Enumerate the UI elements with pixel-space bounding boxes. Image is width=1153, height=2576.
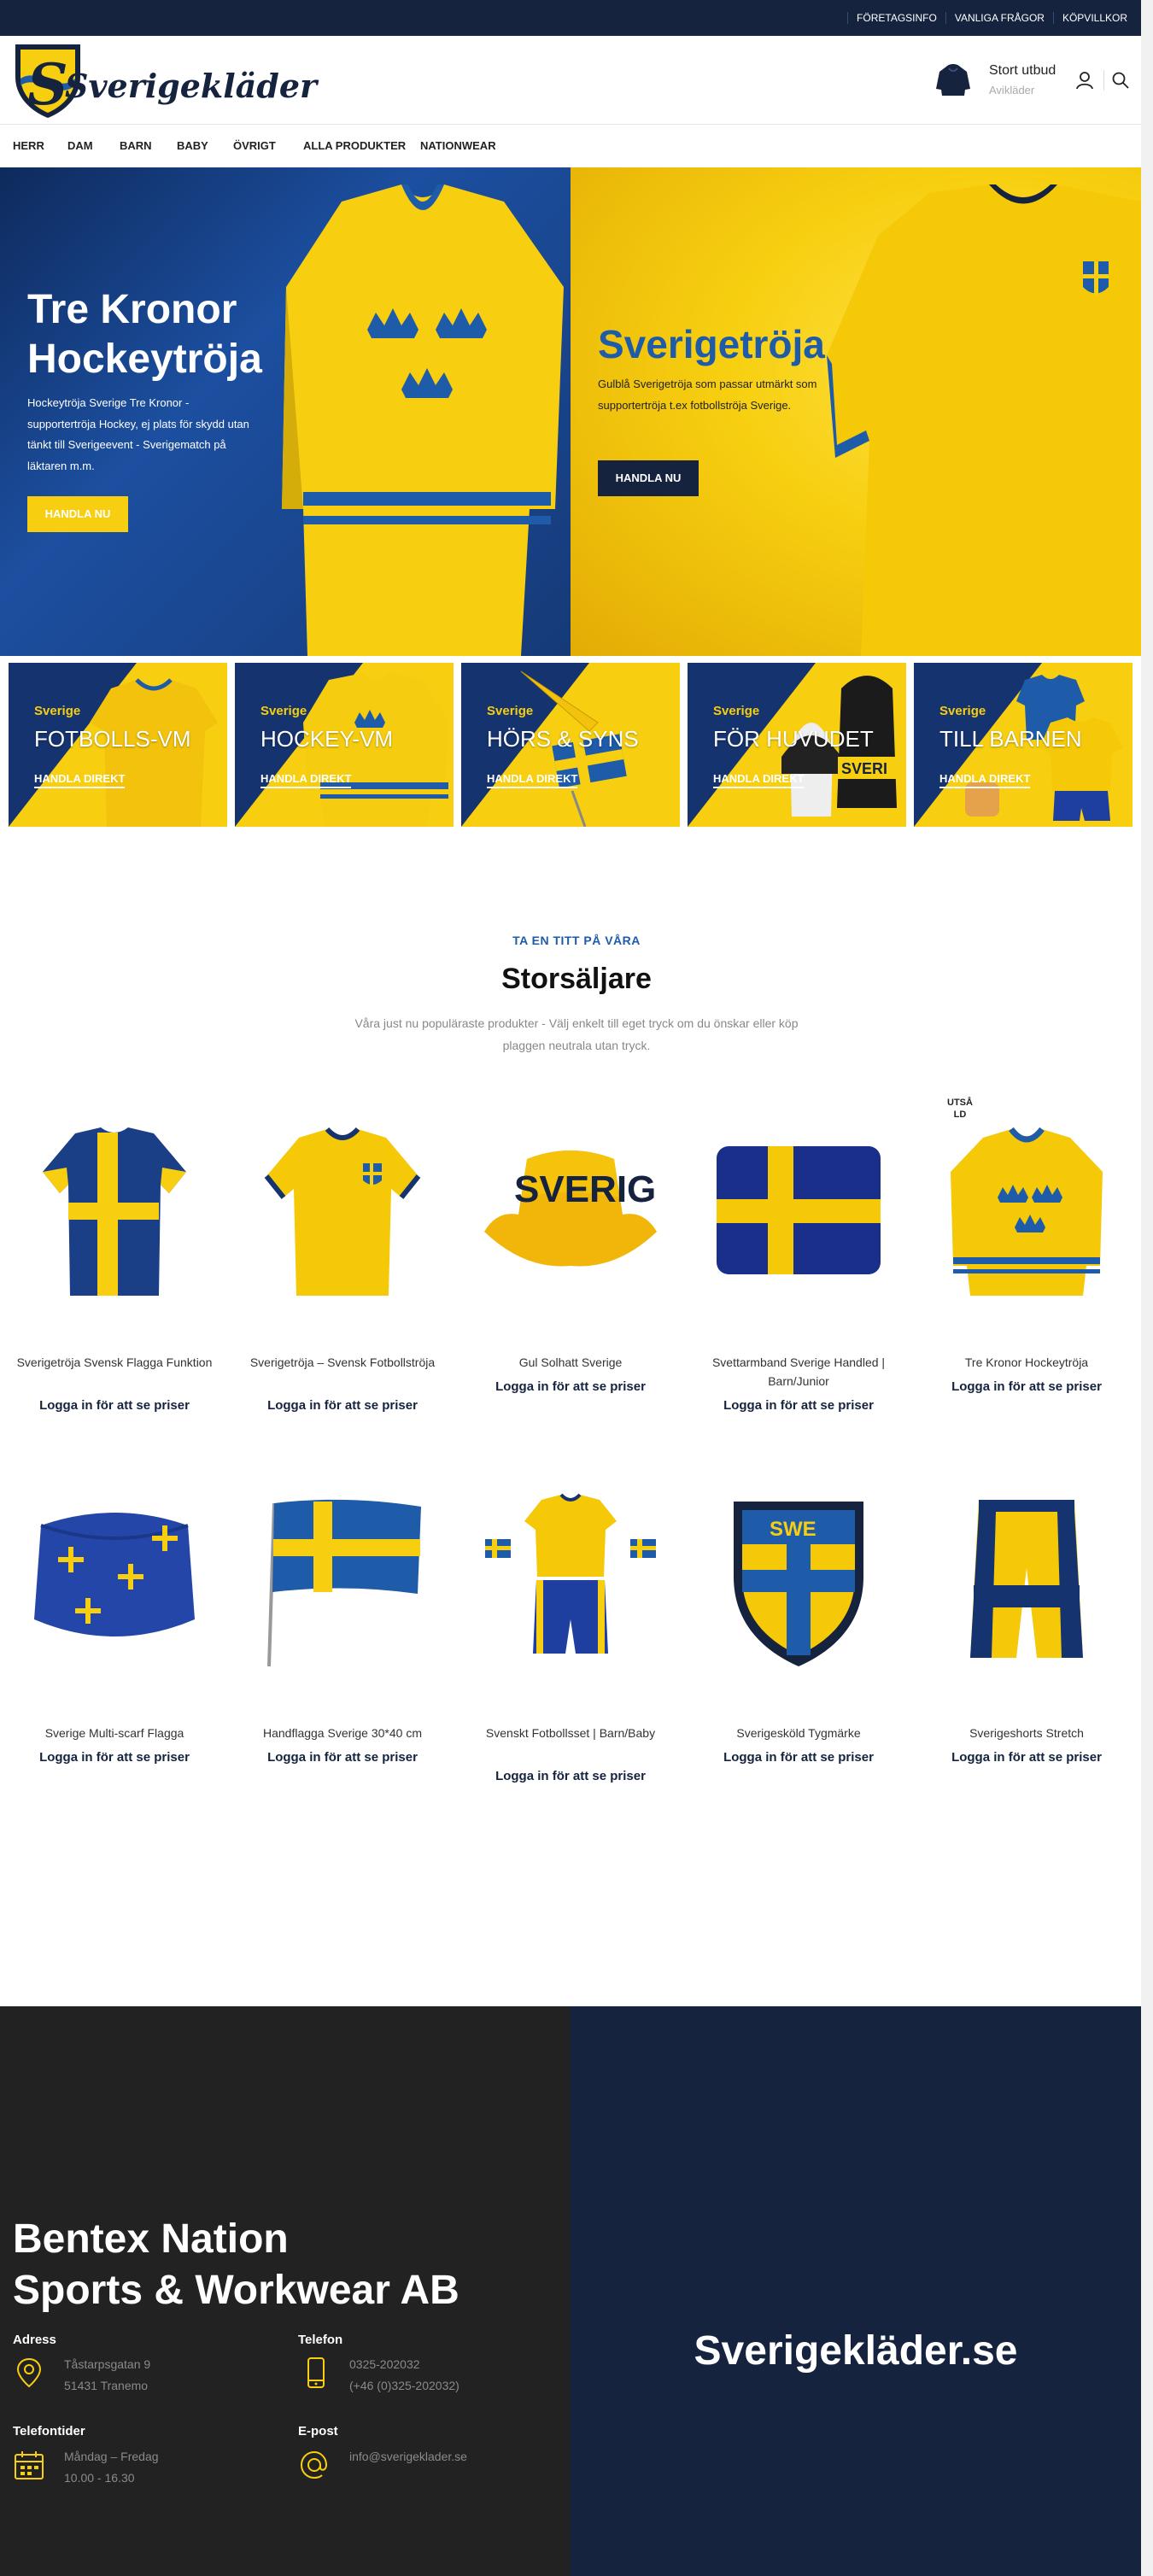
- header-divider: [1103, 70, 1104, 91]
- product-image[interactable]: [708, 1491, 889, 1672]
- tile-kicker: Sverige: [487, 704, 534, 718]
- tile-title: TILL BARNEN: [939, 726, 1082, 752]
- svg-text:SVERIG: SVERIG: [514, 1168, 657, 1210]
- bestsellers-kicker: TA EN TITT PÅ VÅRA: [512, 934, 641, 947]
- footer-brand: [571, 2006, 1141, 2576]
- location-pin-icon: [12, 2356, 46, 2390]
- tile-for-huvudet[interactable]: [688, 663, 906, 827]
- hours-label: Telefontider: [13, 2424, 85, 2438]
- phone-label: Telefon: [298, 2333, 343, 2347]
- address-line2: 51431 Tranemo: [64, 2379, 149, 2392]
- product-image[interactable]: [252, 1121, 433, 1302]
- tile-title: HOCKEY-VM: [260, 726, 394, 752]
- utbud-title: Stort utbud: [989, 63, 1056, 78]
- product-image[interactable]: [708, 1121, 889, 1302]
- nav-nationwear[interactable]: NATIONWEAR: [420, 139, 496, 152]
- sold-out-badge: [943, 1097, 977, 1121]
- tile-fotbolls-vm[interactable]: [9, 663, 227, 827]
- top-link-kopvillkor[interactable]: KÖPVILLKOR: [1053, 12, 1136, 24]
- tile-hockey-vm[interactable]: [235, 663, 454, 827]
- hero-hockey-title: [27, 285, 262, 383]
- product-name[interactable]: Tre Kronor Hockeytröja: [964, 1355, 1089, 1369]
- sold-out-badge-line2: LD: [953, 1109, 967, 1120]
- nav-dam[interactable]: DAM: [67, 139, 93, 152]
- product-price[interactable]: Logga in för att se priser: [267, 1750, 418, 1765]
- product-price[interactable]: Logga in för att se priser: [39, 1398, 190, 1413]
- main-nav: [0, 125, 1153, 167]
- product-image[interactable]: [480, 1121, 661, 1302]
- email-label: E-post: [298, 2424, 338, 2438]
- sverige-jersey-image: [827, 184, 1141, 656]
- product-image[interactable]: [24, 1491, 205, 1672]
- nav-barn[interactable]: BARN: [120, 139, 152, 152]
- tile-link[interactable]: HANDLA DIREKT: [260, 772, 351, 788]
- nav-herr[interactable]: HERR: [13, 139, 44, 152]
- product-price[interactable]: Logga in för att se priser: [951, 1750, 1102, 1765]
- hero-sverige-title: Sverigetröja: [598, 322, 825, 366]
- svg-text:SWE: SWE: [770, 1518, 816, 1541]
- tile-link[interactable]: HANDLA DIREKT: [713, 772, 804, 788]
- utbud-subtitle: Avikläder: [989, 84, 1035, 97]
- hoodie-icon: [936, 63, 970, 97]
- product-name[interactable]: Sverigetröja Svensk Flagga Funktion: [16, 1355, 213, 1369]
- hero-hockey-text: Hockeytröja Sverige Tre Kronor - supportertröja Hockey, ej plats för skydd utan tänkt till Sverigeevent - Sverigematch på läktaren m.m.: [27, 396, 249, 473]
- product-price[interactable]: Logga in för att se priser: [951, 1379, 1102, 1394]
- product-price[interactable]: Logga in för att se priser: [267, 1398, 418, 1413]
- calendar-icon: [12, 2448, 46, 2482]
- user-icon[interactable]: [1074, 70, 1095, 91]
- hero-hockey-button[interactable]: HANDLA NU: [27, 496, 128, 532]
- product-price[interactable]: Logga in för att se priser: [723, 1750, 874, 1765]
- nav-alla-produkter[interactable]: ALLA PRODUKTER: [303, 139, 407, 152]
- product-image[interactable]: [936, 1121, 1117, 1302]
- product-image[interactable]: [252, 1491, 433, 1672]
- tile-kicker: Sverige: [260, 704, 307, 718]
- tile-link[interactable]: HANDLA DIREKT: [487, 772, 577, 788]
- hours-line2: 10.00 - 16.30: [64, 2471, 135, 2485]
- product-image[interactable]: [480, 1491, 661, 1672]
- phone-icon: [299, 2356, 333, 2390]
- nav-baby[interactable]: BABY: [177, 139, 208, 152]
- hero-hockey-title-line2: Hockeytröja: [27, 336, 262, 382]
- tile-title: HÖRS & SYNS: [487, 726, 639, 752]
- hero-sverigetroja: [571, 167, 1141, 656]
- site-header: [0, 36, 1153, 125]
- product-name[interactable]: Sverigetröja – Svensk Fotbollströja: [249, 1355, 436, 1369]
- scrollbar[interactable]: [1141, 0, 1153, 2576]
- tile-till-barnen[interactable]: [914, 663, 1133, 827]
- footer-site-name[interactable]: Sverigekläder.se: [694, 2328, 1018, 2374]
- company-line1: Bentex Nation: [13, 2216, 289, 2262]
- product-image[interactable]: [24, 1121, 205, 1302]
- tile-link[interactable]: HANDLA DIREKT: [939, 772, 1030, 788]
- company-line2: Sports & Workwear AB: [13, 2268, 459, 2313]
- hero-sverige-button[interactable]: HANDLA NU: [598, 460, 699, 496]
- product-name[interactable]: Sverigeshorts Stretch: [969, 1726, 1084, 1740]
- bestsellers-description: Våra just nu populäraste produkter - Välj enkelt till eget tryck om du önskar eller köp plaggen neutrala utan tryck.: [354, 1016, 799, 1052]
- product-name[interactable]: Svettarmband Sverige Handled | Barn/Junior: [711, 1355, 886, 1388]
- at-sign-icon: [297, 2448, 331, 2482]
- hero-hockey-title-line1: Tre Kronor: [27, 287, 237, 332]
- product-name[interactable]: Gul Solhatt Sverige: [518, 1355, 623, 1369]
- site-logo[interactable]: [12, 41, 318, 120]
- tile-title: FOTBOLLS-VM: [34, 726, 191, 752]
- nav-ovrigt[interactable]: ÖVRIGT: [233, 139, 276, 152]
- tile-kicker: Sverige: [34, 704, 81, 718]
- svg-text:S: S: [27, 51, 68, 118]
- product-price[interactable]: Logga in för att se priser: [495, 1769, 646, 1783]
- top-link-foretagsinfo[interactable]: FÖRETAGSINFO: [847, 12, 945, 24]
- bestsellers-title: Storsäljare: [501, 963, 652, 995]
- tile-hors-syns[interactable]: [461, 663, 680, 827]
- product-name[interactable]: Svenskt Fotbollsset | Barn/Baby: [485, 1726, 656, 1740]
- hours-line1: Måndag – Fredag: [64, 2450, 159, 2463]
- product-name[interactable]: Sverige Multi-scarf Flagga: [44, 1726, 184, 1740]
- tile-title: FÖR HUVUDET: [713, 726, 874, 752]
- top-bar: [0, 0, 1153, 36]
- category-tiles: [0, 663, 1153, 827]
- product-price[interactable]: Logga in för att se priser: [495, 1379, 646, 1394]
- top-link-faq[interactable]: VANLIGA FRÅGOR: [945, 12, 1053, 24]
- hero-sverige-text: Gulblå Sverigetröja som passar utmärkt som supportertröja t.ex fotbollströja Sverige.: [598, 378, 817, 412]
- logo-text: Sverigekläder: [65, 67, 318, 105]
- tile-link[interactable]: HANDLA DIREKT: [34, 772, 125, 788]
- svg-text:SVERI: SVERI: [841, 760, 888, 777]
- product-price[interactable]: Logga in för att se priser: [723, 1398, 874, 1413]
- email-value[interactable]: info@sverigeklader.se: [349, 2450, 467, 2463]
- footer-company-name: [13, 2214, 459, 2316]
- product-image[interactable]: [936, 1491, 1117, 1672]
- top-links: [847, 0, 1136, 36]
- product-name[interactable]: Sverigesköld Tygmärke: [736, 1726, 861, 1740]
- address-label: Adress: [13, 2333, 56, 2347]
- product-price[interactable]: Logga in för att se priser: [39, 1750, 190, 1765]
- tile-kicker: Sverige: [939, 704, 986, 718]
- address-line1: Tåstarpsgatan 9: [64, 2357, 151, 2371]
- product-name[interactable]: Handflagga Sverige 30*40 cm: [262, 1726, 422, 1740]
- tile-kicker: Sverige: [713, 704, 760, 718]
- utbud-promo[interactable]: [936, 61, 1064, 101]
- sold-out-badge-line1: UTSÅ: [947, 1098, 973, 1108]
- hero-hockey: [0, 167, 571, 656]
- phone-line2[interactable]: (+46 (0)325-202032): [349, 2379, 459, 2392]
- hockey-jersey-image: [282, 184, 564, 656]
- search-icon[interactable]: [1110, 70, 1131, 91]
- phone-line1[interactable]: 0325-202032: [349, 2357, 420, 2371]
